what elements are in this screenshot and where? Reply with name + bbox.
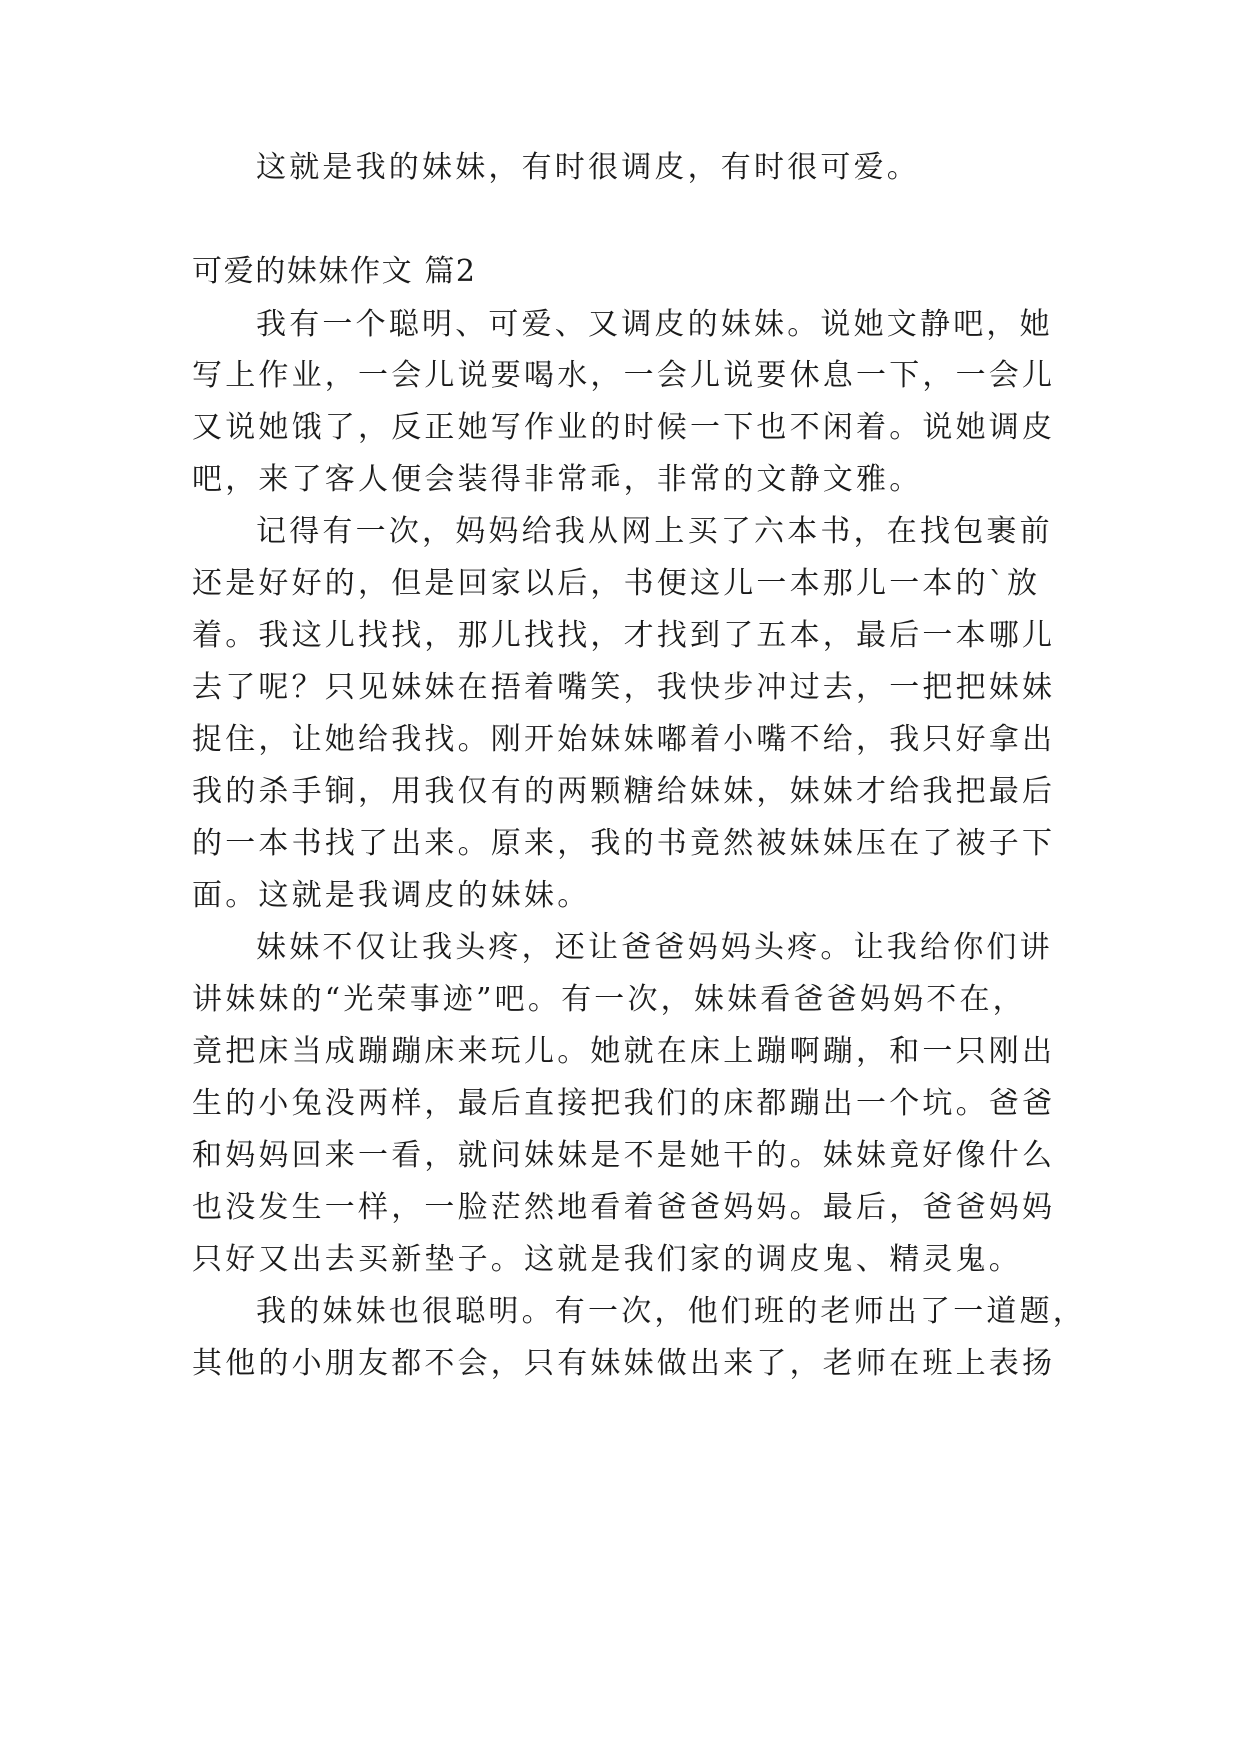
paragraph-3-line-6: 也没发生一样，一脸茫然地看着爸爸妈妈。最后，爸爸妈妈	[192, 1190, 1056, 1225]
paragraph-3-line-7: 只好又出去买新垫子。这就是我们家的调皮鬼、精灵鬼。	[192, 1242, 1022, 1277]
paragraph-2-line-3: 着。我这儿找找，那儿找找，才找到了五本，最后一本哪儿	[192, 618, 1056, 653]
section-title: 可爱的妹妹作文 篇2	[192, 254, 477, 289]
paragraph-1-line-1: 我有一个聪明、可爱、又调皮的妹妹。说她文静吧，她	[256, 307, 1053, 342]
paragraph-2-line-5: 捉住，让她给我找。刚开始妹妹嘟着小嘴不给，我只好拿出	[192, 722, 1056, 757]
opening-line: 这就是我的妹妹，有时很调皮，有时很可爱。	[256, 150, 920, 185]
paragraph-2-line-2: 还是好好的，但是回家以后，书便这儿一本那儿一本的`放	[192, 566, 1041, 601]
paragraph-4-line-2: 其他的小朋友都不会，只有妹妹做出来了，老师在班上表扬	[192, 1346, 1056, 1381]
paragraph-1-line-2: 写上作业，一会儿说要喝水，一会儿说要休息一下，一会儿	[192, 358, 1056, 393]
paragraph-4-line-1: 我的妹妹也很聪明。有一次，他们班的老师出了一道题，	[256, 1294, 1086, 1329]
paragraph-1-line-4: 吧，来了客人便会装得非常乖，非常的文静文雅。	[192, 462, 923, 497]
paragraph-1-line-3: 又说她饿了，反正她写作业的时候一下也不闲着。说她调皮	[192, 410, 1056, 445]
paragraph-2-line-8: 面。这就是我调皮的妹妹。	[192, 878, 591, 913]
paragraph-2-line-7: 的一本书找了出来。原来，我的书竟然被妹妹压在了被子下	[192, 826, 1056, 861]
paragraph-2-line-1: 记得有一次，妈妈给我从网上买了六本书，在找包裹前	[256, 514, 1053, 549]
paragraph-2-line-4: 去了呢？只见妹妹在捂着嘴笑，我快步冲过去，一把把妹妹	[192, 670, 1056, 705]
paragraph-3-line-3: 竟把床当成蹦蹦床来玩儿。她就在床上蹦啊蹦，和一只刚出	[192, 1034, 1056, 1069]
paragraph-2-line-6: 我的杀手锏，用我仅有的两颗糖给妹妹，妹妹才给我把最后	[192, 774, 1056, 809]
paragraph-3-line-4: 生的小兔没两样，最后直接把我们的床都蹦出一个坑。爸爸	[192, 1086, 1056, 1121]
paragraph-3-line-2: 讲妹妹的“光荣事迹”吧。有一次，妹妹看爸爸妈妈不在，	[192, 982, 1026, 1017]
paragraph-3-line-1: 妹妹不仅让我头疼，还让爸爸妈妈头疼。让我给你们讲	[256, 930, 1053, 965]
paragraph-3-line-5: 和妈妈回来一看，就问妹妹是不是她干的。妹妹竟好像什么	[192, 1138, 1056, 1173]
